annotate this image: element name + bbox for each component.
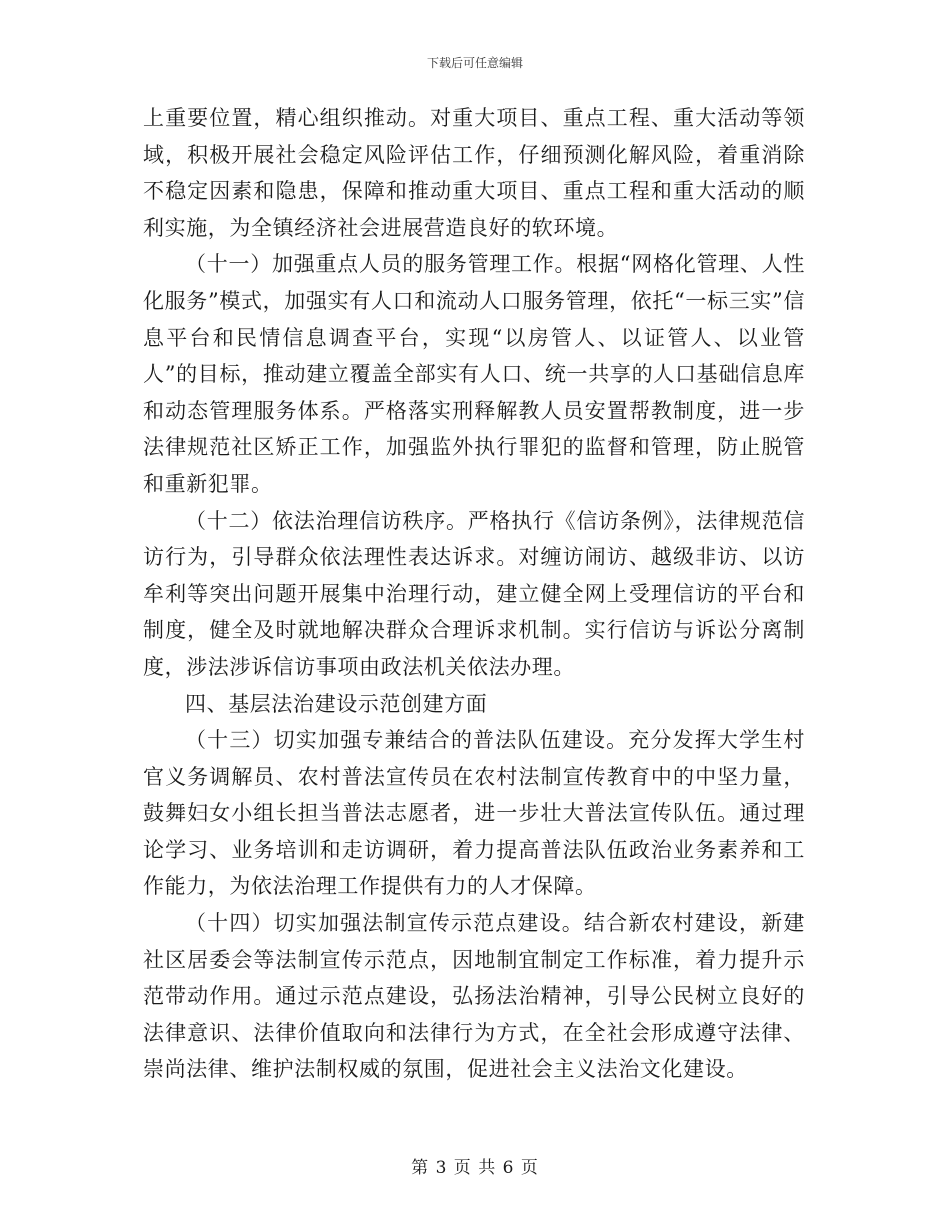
paragraph-item-14: （十四）切实加强法制宣传示范点建设。结合新农村建设，新建社区居委会等法制宣传示范点，因地制宜制定工作标准，着力提升示范带动作用。通过示范点建设，弘扬法治精神，引导公民树立良好的法律意识、法律价值取向和法律行为方式，在全社会形成遵守法律、崇尚法律、维护法制权威的氛围，促进社会主义法治文化建设。 [143, 911, 805, 1082]
document-body [143, 100, 805, 1088]
paragraph-item-11: （十一）加强重点人员的服务管理工作。根据“网格化管理、人性化服务”模式，加强实有人口和流动人口服务管理，依托“一标三实”信息平台和民情信息调查平台，实现“以房管人、以证管人、以业管人”的目标，推动建立覆盖全部实有人口、统一共享的人口基础信息库和动态管理服务体系。严格落实刑释解教人员安置帮教制度，进一步法律规范社区矫正工作，加强监外执行罪犯的监督和管理，防止脱管和重新犯罪。 [143, 252, 805, 496]
paragraph-item-13: （十三）切实加强专兼结合的普法队伍建设。充分发挥大学生村官义务调解员、农村普法宣传员在农村法制宣传教育中的中坚力量，鼓舞妇女小组长担当普法志愿者，进一步壮大普法宣传队伍。通过理论学习、业务培训和走访调研，着力提高普法队伍政治业务素养和工作能力，为依法治理工作提供有力的人才保障。 [143, 728, 805, 899]
page-number-footer: 第 3 页 共 6 页 [411, 1158, 539, 1178]
paragraph-item-12: （十二）依法治理信访秩序。严格执行《信访条例》，法律规范信访行为，引导群众依法理性表达诉求。对缠访闹访、越级非访、以访牟利等突出问题开展集中治理行动，建立健全网上受理信访的平台和制度，健全及时就地解决群众合理诉求机制。实行信访与诉讼分离制度，涉法涉诉信访事项由政法机关依法办理。 [143, 508, 805, 679]
paragraph-continuation: 上重要位置，精心组织推动。对重大项目、重点工程、重大活动等领域，积极开展社会稳定风险评估工作，仔细预测化解风险，着重消除不稳定因素和隐患，保障和推动重大项目、重点工程和重大活动的顺利实施，为全镇经济社会进展营造良好的软环境。 [143, 106, 805, 240]
section-heading-4: 四、基层法治建设示范创建方面 [185, 691, 488, 716]
page-header-note: 下载后可任意编辑 [426, 56, 523, 70]
